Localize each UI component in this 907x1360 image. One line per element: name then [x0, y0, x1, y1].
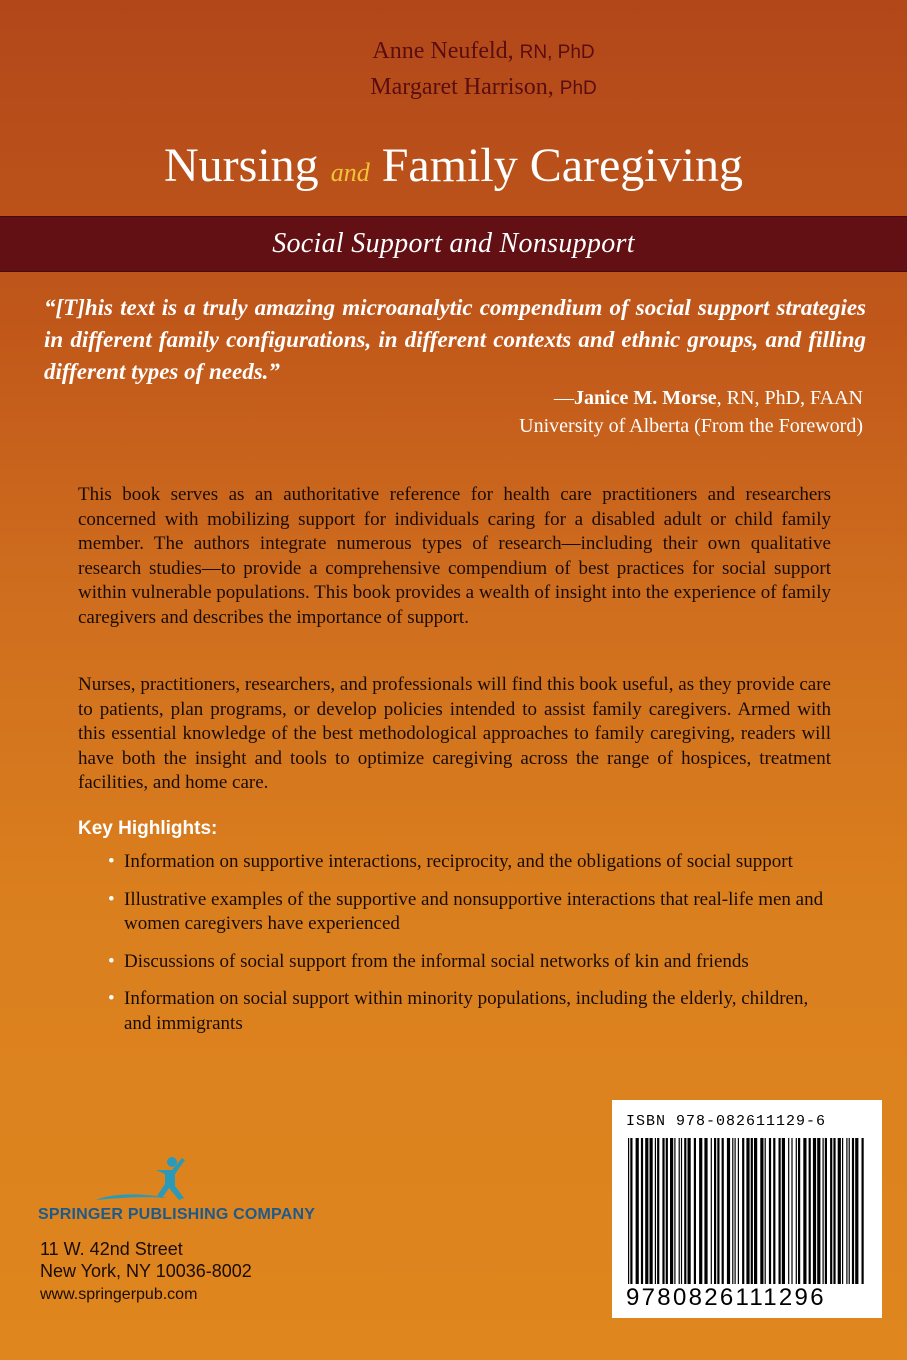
author-credentials: PhD — [559, 78, 597, 99]
author-name: Margaret Harrison, — [370, 74, 554, 100]
list-item — [108, 950, 834, 975]
description-paragraph: This book serves as an authoritative reference for health care practitioners and researchers concerned with mobilizing support for individuals caring for a disabled adult or child family member. The authors integrate numerous types of research—including their own qualitative research studies—to provide a comprehensive compendium of best practices for social support within vulnerable populations. This book provides a wealth of insight into the experience of family caregivers and describes the importance of support. — [78, 484, 831, 628]
springer-person-icon — [38, 1156, 298, 1209]
quote-author-name: Janice M. Morse — [573, 387, 717, 409]
author-line — [60, 70, 907, 106]
list-item — [108, 850, 834, 875]
subtitle-band — [0, 216, 907, 272]
highlight-text: Information on social support within minority populations, including the elderly, children, and immigrants — [124, 988, 809, 1034]
publisher-website: www.springerpub.com — [40, 1286, 198, 1303]
title-connector: and — [330, 158, 370, 187]
highlights-list — [108, 850, 834, 1049]
publisher-address: 11 W. 42nd Street — [40, 1239, 183, 1259]
book-subtitle: Social Support and Nonsupport — [272, 228, 635, 259]
quote-author-credentials: , RN, PhD, FAAN — [716, 387, 863, 409]
highlight-text: Information on supportive interactions, reciprocity, and the obligations of social support — [124, 851, 793, 872]
title-part2: Family Caregiving — [381, 139, 743, 192]
ean-number: 9780826111296 — [626, 1284, 826, 1311]
bullet-icon: • — [108, 888, 115, 910]
quote-dash: — — [553, 387, 574, 409]
author-name: Anne Neufeld, — [372, 38, 514, 64]
title-part1: Nursing — [164, 139, 319, 192]
author-line — [60, 34, 907, 70]
quote-affiliation: University of Alberta (From the Foreword) — [519, 415, 863, 437]
barcode-box — [612, 1100, 882, 1318]
description-paragraph: Nurses, practitioners, researchers, and professionals will find this book useful, as they provide care to patients, plan programs, or develop policies intended to assist family caregivers. Armed with this essential knowledge of the best methodological approaches to family caregiving, readers will have both the insight and tools to optimize caregiving across the range of hospices, treatment facilities, and home care. — [78, 674, 831, 793]
book-title — [0, 136, 907, 203]
list-item — [108, 888, 834, 937]
endorsement-quote: “[T]his text is a truly amazing microanalytic compendium of social support strategies in different family configurations, in different contexts and ethnic groups, and filling different types of needs.” — [44, 295, 866, 384]
quote-author-line — [519, 384, 863, 412]
bullet-icon: • — [108, 950, 115, 972]
publisher-name: SPRINGER PUBLISHING COMPANY — [38, 1206, 316, 1223]
quote-attribution — [519, 384, 863, 440]
bullet-icon: • — [108, 851, 115, 872]
highlights-heading: Key Highlights: — [78, 818, 218, 839]
isbn-label: ISBN 978-082611129-6 — [626, 1113, 827, 1130]
highlight-text: Discussions of social support from the informal social networks of kin and friends — [124, 950, 749, 972]
authors-block — [0, 34, 907, 106]
publisher-city: New York, NY 10036-8002 — [40, 1261, 252, 1281]
highlight-text: Illustrative examples of the supportive and nonsupportive interactions that real-life men and women caregivers have experienced — [124, 888, 824, 934]
barcode-icon — [626, 1138, 870, 1284]
list-item — [108, 987, 834, 1036]
bullet-icon: • — [108, 988, 115, 1009]
author-credentials: RN, PhD — [519, 42, 595, 63]
